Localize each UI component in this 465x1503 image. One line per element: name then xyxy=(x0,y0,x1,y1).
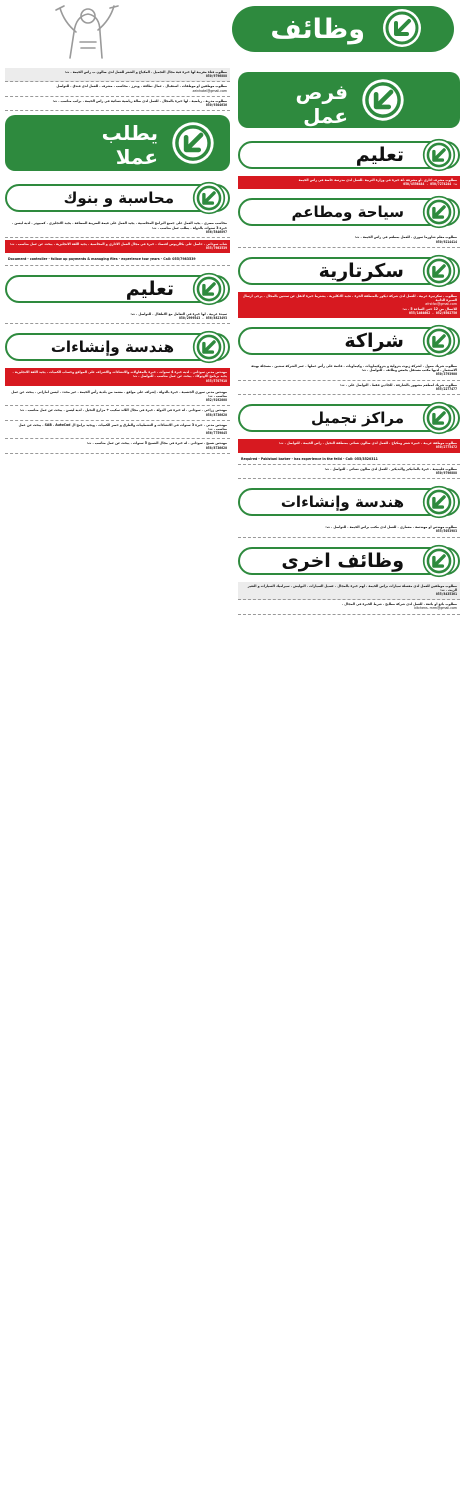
ad-text: Document - controller - follow up payments & managing files - experience tow years - Call: 055/7983539 xyxy=(8,257,196,262)
ad-phone[interactable]: 055/5707918 xyxy=(205,378,227,383)
ad-email[interactable]: zeinhotel@gmail.com xyxy=(192,88,227,93)
ad-text: محاسب مصري . يجيد العمل على جميع البرامج المحاسبية . يجيد العمل على قيمة الضريبة المضافة . يجيد الانجليزي . كمبيوتر . لديه ليسن . خبرة 3 سنوات بالدولة . يطلب عمل مناسب . ت: xyxy=(12,221,227,230)
section-title: هندسة وإنشاءات xyxy=(280,493,404,512)
ad-text: مطلوب شريك ممول . لشركة زيوت بترولية و بتروكيماويات . وكيماويات . قائمة على رأس عملها . عمر الشركة سنتين . مسجلة بهيئة الاستثمار . لديها مكتب مستقل بخمس وظائف . للتواصل . ت: xyxy=(251,363,457,373)
ad-text: مهندس مدني سوري الجنسية . خبرة بالدولة . إشراف على مواقع . معتمد من بلدية رأس الخيمة . غير محدد . ليسن اماراتي . يبحث عن عمل مناسب . ت: xyxy=(11,389,227,398)
ad-text: مهندس مدني سوداني . لديه خبرة 4 سنوات . خبرة بالمقاولات والانشاءات والاشراف على المواقع وحساب الكميات . يجيد اللغة الانجليزية . يجيد برنامج الاوتوكاد . يبحث عن عمل مناسب . للتواصل . ت: xyxy=(12,370,227,379)
section-header-r1 xyxy=(238,138,460,172)
ad-text: مهندس مدني . خبرة 3 سنوات في الانشاءات و التشطيبات والطرق و حصر الكميات . ويجيد برامج ال SAB . AutoCad . يبحث عن عمل مناسب . ت: xyxy=(18,422,227,432)
banner-job-offers xyxy=(238,68,460,132)
ad-text: مطلوب معلم شاورما سوري . للعمل بمطعم في راس الخيمة . ت: xyxy=(354,235,457,240)
banner-line-1: يطلب xyxy=(101,121,158,146)
ad-phone[interactable]: 058/8736620 xyxy=(205,412,227,417)
ad-text: مهندس زراعي . سوداني . له خبرة في الدولة . خبرة في مجال اللاند سكيب + مزارع النخيل . لديه ليسن . يبحث عن عمل مناسب . ت: xyxy=(19,408,227,413)
classified-ad xyxy=(238,381,460,395)
classified-ad xyxy=(238,465,460,479)
ad-phone[interactable]: 055/2277477 xyxy=(435,386,457,391)
banner-line-2: عمل xyxy=(303,104,348,128)
ad-phone[interactable]: 050/9796888 xyxy=(205,74,227,79)
banner-line-2: عملا xyxy=(115,145,158,170)
masthead-title: وظائف xyxy=(270,14,365,45)
ad-phone[interactable]: 052/9192008 xyxy=(205,398,227,403)
ad-text: مطلوب فتاة مغربية لها خبرة فية مجال التجميل . المكياج و الشعر للعمل لدى صالون ب راس الخيمة . ت: xyxy=(64,70,227,74)
ad-phone[interactable]: 050/9214414 xyxy=(435,239,457,244)
arrow-badge-icon xyxy=(360,77,406,123)
arrow-badge-icon xyxy=(422,544,456,578)
ad-text: مطلوب مدربة . رياضية . لها خبرة بالمجال . للعمل لدى صالة رياضية نسائية في راس الخيمة . براتب مناسب . ت: xyxy=(52,98,227,103)
banner-job-seekers xyxy=(5,111,230,175)
hands-sketch-icon xyxy=(40,2,130,60)
section-title: تعليم xyxy=(355,144,404,166)
ad-text: مطلوب موظفة عربية . خبيرة شعر ومكياج . للعمل لدى صالون نسائي بمنطقة النخيل . راس الخيمة . للتواصل . ت: xyxy=(279,441,457,446)
left-column xyxy=(5,68,230,1503)
arrow-badge-icon xyxy=(192,330,226,364)
arrow-badge-icon xyxy=(422,324,456,358)
section-header-r2 xyxy=(238,195,460,229)
ad-phone[interactable]: ت: 050/7274244 . 050/4556444 xyxy=(403,182,457,187)
ad-text: مطلوب موظفين او موظفات . استقبال . عمال نظافة . ويترز . محاسب . مشرف . للعمل لدى فندق . للتواصل xyxy=(56,84,227,89)
classified-ad xyxy=(238,439,460,452)
ad-text: سيدة عربية . لها خبرة في التعامل مع الاطفال . للتواصل . ت: xyxy=(130,311,227,316)
banner-line-1: فرص xyxy=(295,80,348,104)
section-header-r4 xyxy=(238,324,460,358)
ad-text: شاب سوداني . حاصل على بكالريوس اقتصاد . خبرة في مجال العمل الاداري و المحاسبة . يجيد اللغة الانجليزية . يبحث عن عمل مناسب . ت: xyxy=(10,241,227,246)
classified-ad xyxy=(238,362,460,381)
classified-ad xyxy=(5,219,230,238)
ad-phone[interactable]: 055/1464602 . 052/6502756 xyxy=(409,310,457,315)
ad-phone[interactable]: 050/2775472 xyxy=(435,445,457,450)
classified-ad xyxy=(5,310,230,324)
masthead xyxy=(0,0,465,60)
arrow-badge-icon xyxy=(192,181,226,215)
ad-phone[interactable]: 056/7759045 xyxy=(205,431,227,436)
section-header-l3 xyxy=(5,330,230,364)
ad-phone[interactable]: 050/2999543 . 056/8823493 xyxy=(179,315,227,320)
classified-ad xyxy=(5,240,230,253)
classified-ad xyxy=(238,523,460,537)
ad-text: مهندس نسيج . سوداني . له خبره في مجال النسيج 5 سنوات . يبحث عن عمل مناسب . ت: xyxy=(86,441,227,446)
arrow-badge-icon xyxy=(422,485,456,519)
arrow-badge-icon xyxy=(192,272,226,306)
ad-email[interactable]: afrstfzc@gmail.com xyxy=(425,302,457,307)
arrow-badge-icon xyxy=(422,401,456,435)
ad-phone[interactable]: 055/7983539 xyxy=(205,246,227,251)
classified-ad xyxy=(238,233,460,247)
section-title: محاسبة و بنوك xyxy=(63,189,174,208)
ad-text: مطلوب بائع او بائعة . للعمل لدى شركة مطابخ . شرط الخبرة في المجال . xyxy=(341,602,457,607)
ad-text: مطلوب . سكرتيرة عربية . للعمل لدى شركة ديكور بالمنطقة الحرة . تجيد الانكليزية . يشترط خبرة لاتقل عن سنتين بالمجال . يرجى ارسال السيرة الذاتية xyxy=(242,293,457,303)
classified-ad xyxy=(5,68,230,82)
arrow-badge-icon xyxy=(170,120,216,166)
ad-phone[interactable]: 050/9304636 xyxy=(205,103,227,108)
classified-ad xyxy=(238,176,460,189)
right-column xyxy=(238,68,460,1503)
ad-text: مطلوب موظفين للعمل لدى مغسلة سيارات براس الخيمة . لهم خبرة بالمجال . غسيل السيارات . البوليش . سيراميك السيارات و التغير الزيت . ت: xyxy=(247,583,457,592)
right-sections xyxy=(238,138,460,615)
section-header-r3 xyxy=(238,254,460,288)
classified-ad xyxy=(5,388,230,407)
classified-ad xyxy=(5,255,230,265)
section-title: شراكة xyxy=(344,329,404,352)
section-title: هندسة وإنشاءات xyxy=(50,338,174,357)
ad-email[interactable]: kitchens. mrm@gmail.com xyxy=(414,606,457,611)
ad-phone[interactable]: 058/8736620 xyxy=(205,445,227,450)
classified-ad xyxy=(5,368,230,386)
section-header-l2 xyxy=(5,272,230,306)
section-title: سياحة ومطاعم xyxy=(291,203,404,222)
ad-phone[interactable]: 056/5846897 xyxy=(205,229,227,234)
ad-phone[interactable]: 050/3793900 xyxy=(435,372,457,377)
classified-ad xyxy=(238,582,460,601)
classified-ad xyxy=(238,455,460,465)
ad-text-continued: للاتصال من 12 حتى الساعة 5 . ت: xyxy=(402,306,457,311)
arrow-badge-icon xyxy=(422,195,456,229)
classified-ad xyxy=(5,421,230,440)
ad-text: Required - Pakistani barber - has experience in the feild - Call: 055/3520311 xyxy=(241,456,378,461)
classified-ad xyxy=(238,600,460,614)
section-title: سكرتارية xyxy=(318,259,404,282)
section-title: وظائف اخرى xyxy=(281,549,404,572)
ad-phone[interactable]: 055/5053983 xyxy=(435,529,457,534)
ad-text: مطلوب مشرف اداري .او مشرفة .لة خبرة في وزارة التربية .للعمل لدى مدرسة خاصة في راس الخيمة xyxy=(298,178,457,182)
left-top-ads xyxy=(5,68,230,111)
classified-ad xyxy=(238,292,460,318)
section-header-r5 xyxy=(238,401,460,435)
ad-phone[interactable]: 050/9796888 xyxy=(435,470,457,475)
arrow-badge-icon xyxy=(422,254,456,288)
classified-ad xyxy=(5,97,230,111)
arrow-badge-icon xyxy=(382,8,422,48)
arrow-badge-icon xyxy=(422,138,456,172)
section-header-r7 xyxy=(238,544,460,578)
ad-text: مطلوب مهندس او مهندسة . معماري . للعمل لدى مكتب براس الخيمة . للتواصل . ت: xyxy=(325,525,457,530)
classified-ad xyxy=(5,439,230,453)
section-header-l1 xyxy=(5,181,230,215)
ad-text: مطلوب فليبينية . خبرة بالمانيكير والبديكير . للعمل لدى صالون نسائي . للتواصل . ت: xyxy=(324,466,457,471)
ad-phone[interactable]: 055/8435361 xyxy=(435,592,457,597)
classified-ad xyxy=(5,82,230,96)
section-title: مراكز تجميل xyxy=(310,409,404,428)
section-title: تعليم xyxy=(125,277,174,300)
classified-ad xyxy=(5,406,230,420)
ad-text: مطلوب شريك لمطعم مشهور بالشارقة . للجادين فقط . التواصل علي . ت: xyxy=(340,382,457,387)
left-sections xyxy=(5,181,230,454)
section-header-r6 xyxy=(238,485,460,519)
